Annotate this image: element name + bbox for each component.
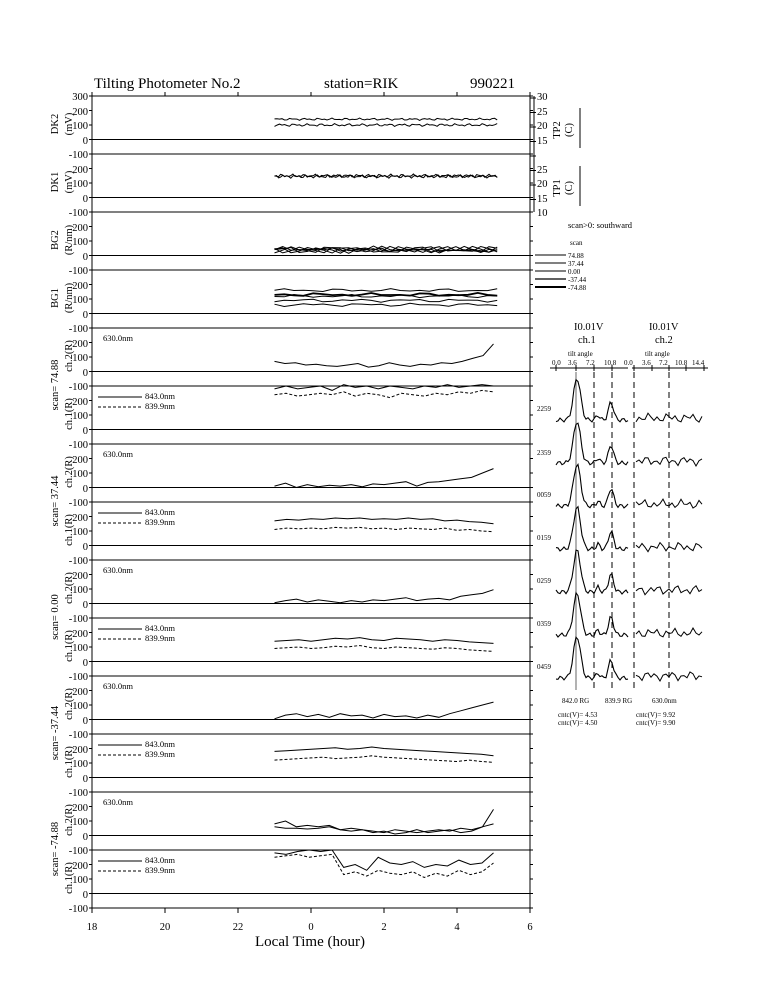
spectra-time-label: 0459 (537, 663, 551, 671)
legend-dashed-label: 839.9nm (145, 865, 175, 875)
y-tick-label: 0 (82, 484, 88, 495)
ylabel-bg2: BG2 (50, 230, 61, 250)
yunit-dk2: (mV) (64, 112, 75, 136)
x-tick-label: 4 (454, 922, 460, 933)
spectra-ch1-trace (556, 550, 628, 594)
ch1-label: ch.1(R) (64, 746, 75, 778)
ch1-trace-843 (275, 385, 494, 391)
y-tick-label: 200 (72, 397, 88, 408)
x-tick-label: 2 (381, 922, 387, 933)
y-tick-label: 200 (72, 803, 88, 814)
y-tick-label: 200 (72, 281, 88, 292)
ch2-label: ch.2(R) (64, 804, 75, 836)
spectra-axis-label: tilt angle (645, 350, 670, 358)
spectra-tick-label: 14.4 (692, 359, 705, 367)
bg1-trace (275, 293, 498, 296)
ch2-label: ch.2(R) (64, 688, 75, 720)
y-tick-label: 100 (72, 701, 88, 712)
scan-legend-header: scan (570, 239, 583, 247)
x-tick-label: 20 (159, 922, 171, 933)
legend-solid-label: 843.0nm (145, 391, 175, 401)
ch2-label: ch.2(R) (64, 456, 75, 488)
ylabel-bg1: BG1 (50, 288, 61, 308)
y-tick-label: 0 (82, 368, 88, 379)
ylabel-dk2: DK2 (50, 113, 61, 135)
right-tick-label: 20 (537, 121, 548, 132)
ch1-trace-839 (275, 756, 494, 763)
ch1-trace-839 (275, 390, 494, 397)
panel-dk2 (50, 92, 575, 161)
figure-title: Tilting Photometer No.2 (94, 76, 241, 92)
wavelength-label: 630.0nm (103, 333, 133, 343)
spectra-ch1-trace (556, 464, 628, 508)
wavelength-label: 630.0nm (103, 681, 133, 691)
scan-group-74-88 (50, 333, 175, 451)
scan-group-37-44 (50, 449, 175, 567)
y-tick-label: 100 (72, 817, 88, 828)
dk2-trace (275, 124, 498, 127)
y-tick-label: 0 (82, 716, 88, 727)
panel-frame (92, 792, 530, 850)
y-tick-label: -100 (68, 208, 88, 219)
ch1-trace-843 (275, 518, 494, 524)
y-tick-label: -100 (68, 730, 88, 741)
spectra-ch1-title: I0.01V (574, 322, 604, 333)
scan-label: scan= 74.88 (50, 359, 61, 411)
panel-bg1 (50, 281, 88, 335)
y-tick-label: 100 (72, 759, 88, 770)
y-tick-label: 200 (72, 571, 88, 582)
legend-solid-label: 843.0nm (145, 855, 175, 865)
ch2-trace (275, 344, 494, 367)
y-tick-label: 100 (72, 527, 88, 538)
y-tick-label: 0 (82, 252, 88, 263)
calib-ch1: cntc(V)= 4.50 (558, 719, 598, 727)
x-axis (87, 922, 533, 950)
y-tick-label: 0 (82, 890, 88, 901)
ch1-trace-843 (275, 850, 494, 870)
right-label-tp2: TP2 (552, 121, 563, 139)
spectra-time-label: 0159 (537, 534, 551, 542)
panel-frame (92, 154, 530, 212)
y-tick-label: -100 (68, 440, 88, 451)
legend-dashed-label: 839.9nm (145, 517, 175, 527)
calib-ch2: cntc(V)= 9.90 (636, 719, 676, 727)
spectra-inset (537, 322, 705, 727)
y-tick-label: 0 (82, 542, 88, 553)
scan-legend-entry: -37.44 (568, 276, 587, 284)
spectra-tick-label: 0.0 (624, 359, 633, 367)
legend-lines (98, 255, 566, 871)
bg1-trace (275, 299, 498, 302)
ch1-trace-839 (275, 854, 494, 877)
x-tick-label: 18 (86, 922, 98, 933)
panel-frame (92, 328, 530, 386)
y-tick-label: 200 (72, 339, 88, 350)
legend-solid-label: 843.0nm (145, 623, 175, 633)
ch1-trace-839 (275, 646, 494, 652)
ch2-trace (275, 702, 494, 719)
y-tick-label: 0 (82, 426, 88, 437)
station-label: station=RIK (324, 76, 399, 92)
ch1-trace-843 (275, 638, 494, 644)
legend-dashed-label: 839.9nm (145, 401, 175, 411)
ch2-trace (275, 809, 494, 834)
y-tick-label: 0 (82, 194, 88, 205)
panel-frame (92, 444, 530, 502)
legend-dashed-label: 839.9nm (145, 749, 175, 759)
spectra-bottom-label: 630.0nm (652, 697, 677, 705)
panel-dk1 (50, 165, 575, 219)
y-tick-label: -100 (68, 788, 88, 799)
ch1-label: ch.1(R) (64, 630, 75, 662)
y-tick-label: 200 (72, 455, 88, 466)
right-tick-label: 25 (537, 107, 548, 118)
right-label-tp1: TP1 (552, 179, 563, 197)
y-tick-label: -100 (68, 904, 88, 915)
ch1-label: ch.1(R) (64, 514, 75, 546)
wavelength-label: 630.0nm (103, 449, 133, 459)
scan-label: scan= -37.44 (50, 705, 61, 761)
ch1-trace-839 (275, 527, 494, 531)
y-tick-label: 100 (72, 411, 88, 422)
spectra-tick-label: 0.0 (552, 359, 561, 367)
spectra-axis-label: tilt angle (568, 350, 593, 358)
right-tick-label: 15 (537, 136, 548, 147)
ch1-trace-843 (275, 747, 494, 756)
ch1-label: ch.1(R) (64, 398, 75, 430)
spectra-bottom-label: 842.0 RG (562, 697, 590, 705)
panel-frames (89, 92, 580, 913)
y-tick-label: 100 (72, 121, 88, 132)
x-tick-label: 22 (232, 922, 244, 933)
spectra-time-label: 2259 (537, 405, 551, 413)
spectra-tick-label: 7.2 (659, 359, 668, 367)
ch2-label: ch.2(R) (64, 340, 75, 372)
ch1-label: ch.1(R) (64, 862, 75, 894)
spectra-time-label: 0259 (537, 577, 551, 585)
spectra-tick-label: 10.8 (675, 359, 688, 367)
y-tick-label: -100 (68, 614, 88, 625)
right-tick-label: 25 (537, 165, 548, 176)
right-unit-tp1: (C) (564, 181, 575, 195)
y-tick-label: -100 (68, 846, 88, 857)
y-tick-label: -100 (68, 556, 88, 567)
x-axis-label: Local Time (hour) (255, 934, 365, 950)
spectra-tick-label: 10.8 (604, 359, 617, 367)
scan-legend-entry: 0.00 (568, 268, 581, 276)
spectra-tick-label: 3.6 (568, 359, 577, 367)
y-tick-label: 200 (72, 861, 88, 872)
y-tick-label: 200 (72, 687, 88, 698)
scan-group-minus-37-44 (50, 681, 175, 799)
scan-legend-title: scan>0: southward (568, 220, 633, 230)
spectra-tick-label: 7.2 (586, 359, 595, 367)
spectra-ch2-title: I0.01V (649, 322, 679, 333)
scan-label: scan= -74.88 (50, 821, 61, 877)
y-tick-label: -100 (68, 498, 88, 509)
ch2-trace (275, 590, 494, 603)
y-tick-label: 0 (82, 136, 88, 147)
data-traces (275, 118, 498, 877)
right-tick-label: 10 (537, 208, 548, 219)
legend-solid-label: 843.0nm (145, 739, 175, 749)
y-tick-label: 300 (72, 92, 88, 103)
panel-bg2 (50, 223, 88, 277)
calib-ch1: cntc(V)= 4.53 (558, 711, 598, 719)
spectra-bottom-label: 839.9 RG (605, 697, 633, 705)
spectra-ch2-sub: ch.2 (655, 335, 673, 346)
bg1-trace (275, 303, 498, 306)
y-tick-label: 100 (72, 469, 88, 480)
scan-label: scan= 0.00 (50, 594, 61, 640)
y-tick-label: 200 (72, 165, 88, 176)
y-tick-label: 200 (72, 107, 88, 118)
scan-legend-entry: -74.88 (568, 284, 587, 292)
y-tick-label: 100 (72, 643, 88, 654)
wavelength-label: 630.0nm (103, 797, 133, 807)
right-tick-label: 30 (537, 92, 548, 103)
panel-frame (92, 560, 530, 618)
ylabel-dk1: DK1 (50, 171, 61, 193)
yunit-dk1: (mV) (64, 170, 75, 194)
y-tick-label: 100 (72, 875, 88, 886)
y-tick-label: -100 (68, 324, 88, 335)
spectra-ch1-trace (556, 637, 628, 680)
panel-frame (92, 212, 530, 270)
x-tick-label: 6 (527, 922, 533, 933)
y-tick-label: 100 (72, 295, 88, 306)
bg1-trace (275, 289, 498, 292)
y-tick-label: 100 (72, 353, 88, 364)
scan-legend (568, 220, 633, 292)
spectra-time-label: 0359 (537, 620, 551, 628)
y-tick-label: -100 (68, 382, 88, 393)
y-tick-label: 200 (72, 513, 88, 524)
spectra-tick-label: 3.6 (642, 359, 651, 367)
legend-solid-label: 843.0nm (145, 507, 175, 517)
y-tick-label: -100 (68, 672, 88, 683)
scan-legend-entry: 74.88 (568, 252, 584, 260)
yunit-bg1: (R/nm) (64, 282, 75, 314)
calib-ch2: cntc(V)= 9.92 (636, 711, 676, 719)
right-tick-label: 20 (537, 179, 548, 190)
spectra-ch1-trace (556, 593, 628, 637)
spectra-ch1-trace (556, 380, 628, 422)
spectra-time-label: 2359 (537, 449, 551, 457)
y-tick-label: 200 (72, 629, 88, 640)
y-tick-label: 200 (72, 223, 88, 234)
yunit-bg2: (R/nm) (64, 224, 75, 256)
scan-label: scan= 37.44 (50, 475, 61, 527)
scan-group-minus-74-88 (50, 797, 175, 915)
y-tick-label: -100 (68, 150, 88, 161)
right-tick-label: 15 (537, 194, 548, 205)
y-tick-label: 200 (72, 745, 88, 756)
right-unit-tp2: (C) (564, 123, 575, 137)
y-tick-label: 100 (72, 237, 88, 248)
y-tick-label: 100 (72, 585, 88, 596)
y-tick-label: 0 (82, 774, 88, 785)
y-tick-label: 0 (82, 658, 88, 669)
y-tick-label: 0 (82, 600, 88, 611)
date-label: 990221 (470, 76, 515, 92)
spectra-traces (550, 365, 708, 690)
ch2-label: ch.2(R) (64, 572, 75, 604)
y-tick-label: 0 (82, 310, 88, 321)
wavelength-label: 630.0nm (103, 565, 133, 575)
dk2-trace (275, 118, 498, 120)
spectra-ch1-trace (556, 507, 628, 551)
ch2-trace (275, 469, 494, 488)
scan-group-0-00 (50, 565, 175, 683)
panel-frame (92, 676, 530, 734)
spectra-ch1-trace (556, 423, 628, 465)
legend-dashed-label: 839.9nm (145, 633, 175, 643)
spectra-ch1-sub: ch.1 (578, 335, 596, 346)
scan-legend-entry: 37.44 (568, 260, 584, 268)
y-tick-label: 0 (82, 832, 88, 843)
y-tick-label: -100 (68, 266, 88, 277)
spectra-time-label: 0059 (537, 491, 551, 499)
x-tick-label: 0 (308, 922, 314, 933)
y-tick-label: 100 (72, 179, 88, 190)
